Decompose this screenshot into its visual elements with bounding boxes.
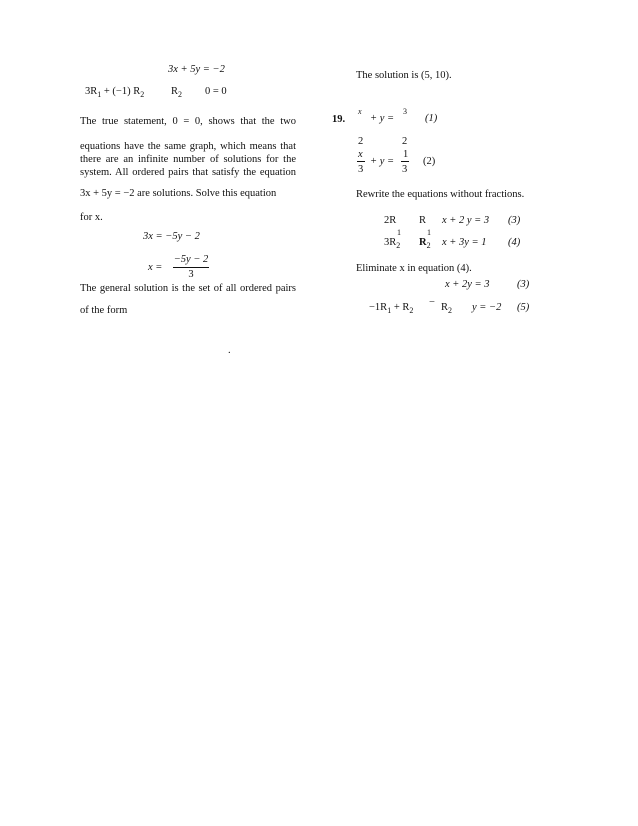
paragraph-line: system. All ordered pairs that satisfy the equation: [80, 167, 296, 178]
rewrite-instruction: Rewrite the equations without fractions.: [356, 189, 525, 200]
equation-tag: (3): [517, 279, 530, 290]
general-solution-line: The general solution is the set of all ordered pairs: [80, 283, 296, 294]
equation-5: y = −2: [472, 302, 502, 313]
paragraph-line: equations have the same graph, which means that: [80, 141, 296, 152]
for-x-text: for x.: [80, 212, 103, 223]
row-operation: 2R: [384, 215, 397, 226]
fraction-bar: [401, 161, 409, 162]
trailing-dot: .: [228, 345, 231, 356]
equation-mid: + y =: [370, 156, 395, 167]
paragraph-line: there are an infinite number of solutions for the: [80, 154, 296, 165]
fraction-bar: [357, 161, 365, 162]
equation-3x-solve: 3x = −5y − 2: [143, 231, 200, 242]
solution-text: The solution is (5, 10).: [356, 70, 452, 81]
equation-x-lhs: x =: [148, 262, 163, 273]
equation-solutions: 3x + 5y = −2 are solutions. Solve this equation: [80, 188, 277, 199]
fraction-denominator: 2: [402, 136, 408, 147]
fraction-numerator: 1: [403, 149, 409, 160]
fraction-bar: [173, 267, 209, 268]
equation-tag: (5): [517, 302, 530, 313]
fraction-numerator: −5y − 2: [173, 254, 209, 265]
row-subscript: 1: [397, 228, 401, 237]
row-subscript: 1: [427, 228, 431, 237]
equation-mid: + y =: [370, 113, 395, 124]
equation-4: x + 3y = 1: [442, 237, 487, 248]
problem-number: 19.: [332, 114, 346, 125]
fraction-numerator: 3: [403, 107, 407, 116]
equation-3x-5y: 3x + 5y = −2: [168, 64, 225, 75]
equation-3-repeat: x + 2y = 3: [445, 279, 490, 290]
row-operation: $3R_1 + (-1)$ $R_2$: [85, 86, 145, 100]
fraction-numerator: x: [358, 107, 362, 116]
fraction-denominator: 3: [358, 164, 364, 175]
fraction-denominator: 3: [402, 164, 408, 175]
equation-3: x + 2 y = 3: [442, 215, 490, 226]
row-target: $R_2$: [419, 237, 431, 251]
equation-tag: (4): [508, 237, 521, 248]
fraction-denominator: 3: [188, 269, 194, 280]
zero-equation: 0 = 0: [205, 86, 227, 97]
fraction-denominator: 2: [358, 136, 364, 147]
row-operation: $3R_2$: [384, 237, 401, 251]
row-target: R: [419, 215, 427, 226]
row-target: $R_2$: [171, 86, 183, 100]
equation-tag: (1): [425, 113, 438, 124]
equation-tag: (2): [423, 156, 436, 167]
fraction-numerator: x: [358, 149, 363, 160]
row-target: $R_2$: [441, 302, 453, 316]
paragraph-true-statement: The true statement, 0 = 0, shows that the two: [80, 116, 296, 127]
eliminate-instruction: Eliminate x in equation (4).: [356, 263, 472, 274]
arrow-mark: −: [429, 297, 435, 308]
general-solution-line: of the form: [80, 305, 128, 316]
row-operation: $-1R_1 + R_2$: [369, 302, 414, 316]
equation-tag: (3): [508, 215, 521, 226]
